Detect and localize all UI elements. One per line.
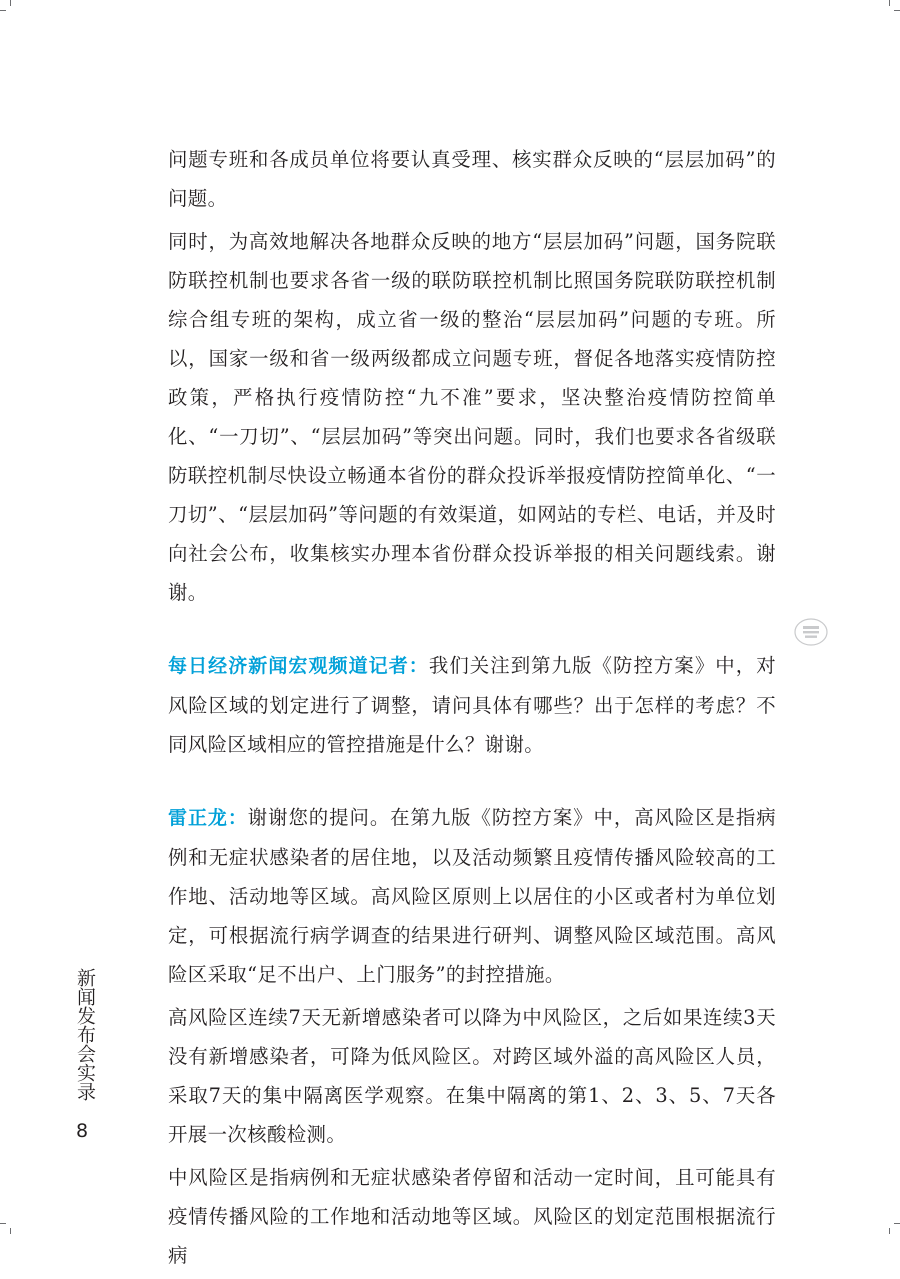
paragraph-text: 高风险区连续7天无新增感染者可以降为中风险区，之后如果连续3天没有新增感染者，可降为低风险区。对跨区域外溢的高风险区人员，采取7天的集中隔离医学观察。在集中隔离的第1、2、3、5、7天各开展一次核酸检测。: [168, 1006, 776, 1146]
speaker-label: 每日经济新闻宏观频道记者：: [168, 655, 429, 677]
paragraph: [168, 1158, 776, 1275]
paragraph-text: 同时，为高效地解决各地群众反映的地方“层层加码”问题，国务院联防联控机制也要求各省一级的联防联控机制比照国务院联防联控机制综合组专班的架构，成立省一级的整治“层层加码”问题的专班。所以，国家一级和省一级两级都成立问题专班，督促各地落实疫情防控政策，严格执行疫情防控“九不准”要求，坚决整治疫情防控简单化、“一刀切”、“层层加码”等突出问题。同时，我们也要求各省级联防联控机制尽快设立畅通本省份的群众投诉举报疫情防控简单化、“一刀切”、“层层加码”等问题的有效渠道，如网站的专栏、电话，并及时向社会公布，收集核实办理本省份群众投诉举报的相关问题线索。谢谢。: [168, 230, 776, 604]
paragraph: [168, 222, 776, 612]
paragraph-text: 中风险区是指病例和无症状感染者停留和活动一定时间，且可能具有疫情传播风险的工作地和活动地等区域。风险区的划定范围根据流行病: [168, 1166, 776, 1267]
crop-mark: [0, 10, 6, 11]
page-number: 8: [76, 1120, 89, 1142]
paragraph-text: 问题专班和各成员单位将要认真受理、核实群众反映的“层层加码”的问题。: [168, 148, 776, 210]
paragraph: [168, 140, 776, 218]
crop-mark: [889, 0, 890, 6]
crop-mark: [889, 1228, 890, 1234]
question-paragraph: [168, 646, 776, 764]
crop-mark: [0, 1223, 6, 1224]
crop-mark: [894, 1223, 900, 1224]
paragraph-text: 谢谢您的提问。在第九版《防控方案》中，高风险区是指病例和无症状感染者的居住地，以及活动频繁且疫情传播风险较高的工作地、活动地等区域。高风险区原则上以居住的小区或者村为单位划定，可根据流行病学调查的结果进行研判、调整风险区域范围。高风险区采取“足不出户、上门服务”的封控措施。: [168, 806, 776, 986]
paragraph: [168, 998, 776, 1154]
page-body: [168, 140, 776, 1279]
speaker-label: 雷正龙：: [168, 807, 248, 829]
crop-mark: [10, 0, 11, 6]
answer-paragraph: [168, 798, 776, 994]
crop-mark: [894, 10, 900, 11]
seal-logo-icon: [794, 618, 828, 646]
crop-mark: [10, 1228, 11, 1234]
paragraph-text: 我们关注到第九版《防控方案》中，对风险区域的划定进行了调整，请问具体有哪些？出于怎样的考虑？不同风险区域相应的管控措施是什么？谢谢。: [168, 654, 776, 756]
running-head: 新闻发布会实录: [74, 968, 96, 1101]
